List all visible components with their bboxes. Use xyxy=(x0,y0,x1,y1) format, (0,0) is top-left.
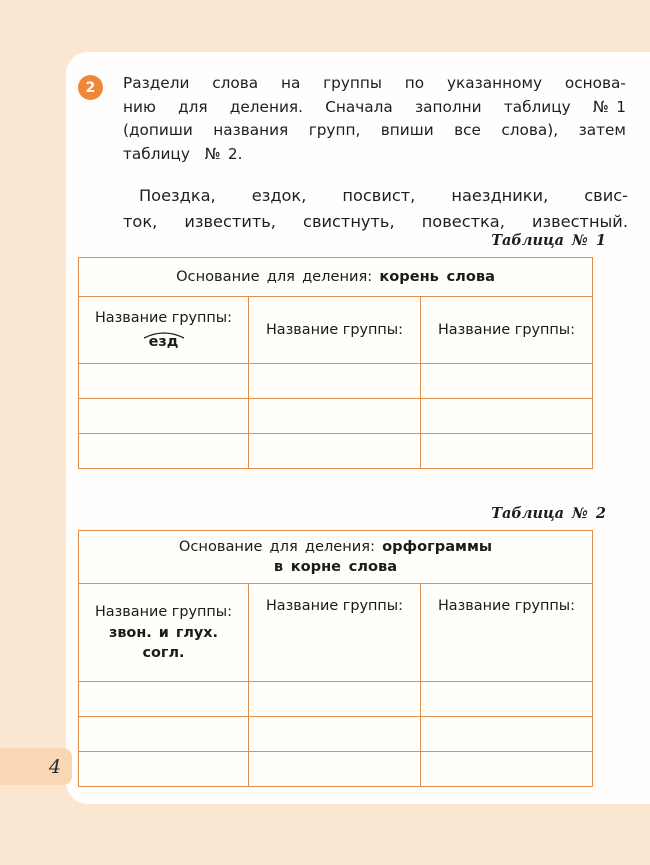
instruction-line-3: (допиши названия групп, впиши все слова), затем xyxy=(123,121,626,139)
table-1-blank-cell[interactable] xyxy=(421,399,593,434)
table-2-group-cell-3[interactable] xyxy=(421,584,593,682)
table-2-header-row xyxy=(79,531,593,584)
table-1-blank-cell[interactable] xyxy=(79,434,249,469)
table-row xyxy=(79,752,593,787)
table-2-group-cell-1[interactable] xyxy=(79,584,249,682)
table-row xyxy=(79,434,593,469)
group-value-line-2: согл. xyxy=(142,645,185,661)
table-2-header-prefix: Основание для деления: xyxy=(178,538,383,555)
exercise-block xyxy=(78,72,638,235)
table-1-group-cell-2[interactable] xyxy=(249,297,421,364)
group-label: Название группы: xyxy=(437,598,576,614)
table-1-caption: Таблица № 1 xyxy=(491,232,606,249)
table-1-blank-cell[interactable] xyxy=(421,364,593,399)
root-word-text: езд xyxy=(148,334,179,350)
word-list xyxy=(123,183,628,235)
table-2-blank-cell[interactable] xyxy=(421,682,593,717)
table-1-header-prefix: Основание для деления: xyxy=(176,268,380,285)
table-2-blank-cell[interactable] xyxy=(249,717,421,752)
table-1-group-cell-1[interactable] xyxy=(79,297,249,364)
table-row xyxy=(79,717,593,752)
group-label: Название группы: xyxy=(94,310,233,326)
table-1-blank-cell[interactable] xyxy=(249,364,421,399)
table-row xyxy=(79,399,593,434)
table-2 xyxy=(78,530,593,787)
table-1-blank-cell[interactable] xyxy=(249,434,421,469)
table-2-blank-cell[interactable] xyxy=(421,717,593,752)
group-value-line-1: звон. и глух. xyxy=(108,625,219,641)
exercise-instruction xyxy=(123,72,626,166)
table-1-group-row xyxy=(79,297,593,364)
table-1-group-cell-3[interactable] xyxy=(421,297,593,364)
root-word-ezd xyxy=(149,330,179,351)
table-1-header-cell xyxy=(79,258,593,297)
word-list-line-2: ток, известить, свистнуть, повестка, известный. xyxy=(123,212,628,231)
table-2-header-bold-line2: в корне слова xyxy=(273,558,398,575)
table-2-caption: Таблица № 2 xyxy=(491,505,606,522)
group-label: Название группы: xyxy=(265,321,404,338)
word-list-line-1: Поездка, ездок, посвист, наездники, свис- xyxy=(139,186,628,205)
workbook-page-sheet xyxy=(66,52,650,804)
group-label: Название группы: xyxy=(265,598,404,614)
table-row xyxy=(79,364,593,399)
instruction-line-2: нию для деления. Сначала заполни таблицу № 1 xyxy=(123,97,626,116)
table-1-header-bold: корень слова xyxy=(379,268,495,285)
page-number: 4 xyxy=(48,755,61,778)
table-1-blank-cell[interactable] xyxy=(249,399,421,434)
group-label: Название группы: xyxy=(437,321,576,338)
table-1-blank-cell[interactable] xyxy=(421,434,593,469)
group-label: Название группы: xyxy=(94,604,233,620)
table-2-blank-cell[interactable] xyxy=(79,682,249,717)
root-arc-icon xyxy=(141,329,187,339)
table-2-blank-cell[interactable] xyxy=(249,682,421,717)
page-number-tab xyxy=(0,748,72,785)
table-2-header-cell xyxy=(79,531,593,584)
table-2-blank-cell[interactable] xyxy=(421,752,593,787)
table-2-blank-cell[interactable] xyxy=(249,752,421,787)
table-1-header-row xyxy=(79,258,593,297)
table-1-section xyxy=(78,232,606,469)
exercise-number-badge: 2 xyxy=(78,75,103,100)
table-2-group-cell-2[interactable] xyxy=(249,584,421,682)
table-2-section xyxy=(78,505,606,787)
table-2-blank-cell[interactable] xyxy=(79,717,249,752)
instruction-line-4: таблицу № 2. xyxy=(123,144,243,163)
table-row xyxy=(79,682,593,717)
table-1-blank-cell[interactable] xyxy=(79,399,249,434)
table-2-blank-cell[interactable] xyxy=(79,752,249,787)
table-2-group-row xyxy=(79,584,593,682)
table-2-header-bold-line1: орфограммы xyxy=(382,538,493,555)
table-1 xyxy=(78,257,593,469)
table-1-blank-cell[interactable] xyxy=(79,364,249,399)
instruction-line-1: Раздели слова на группы по указанному основа- xyxy=(123,74,626,92)
